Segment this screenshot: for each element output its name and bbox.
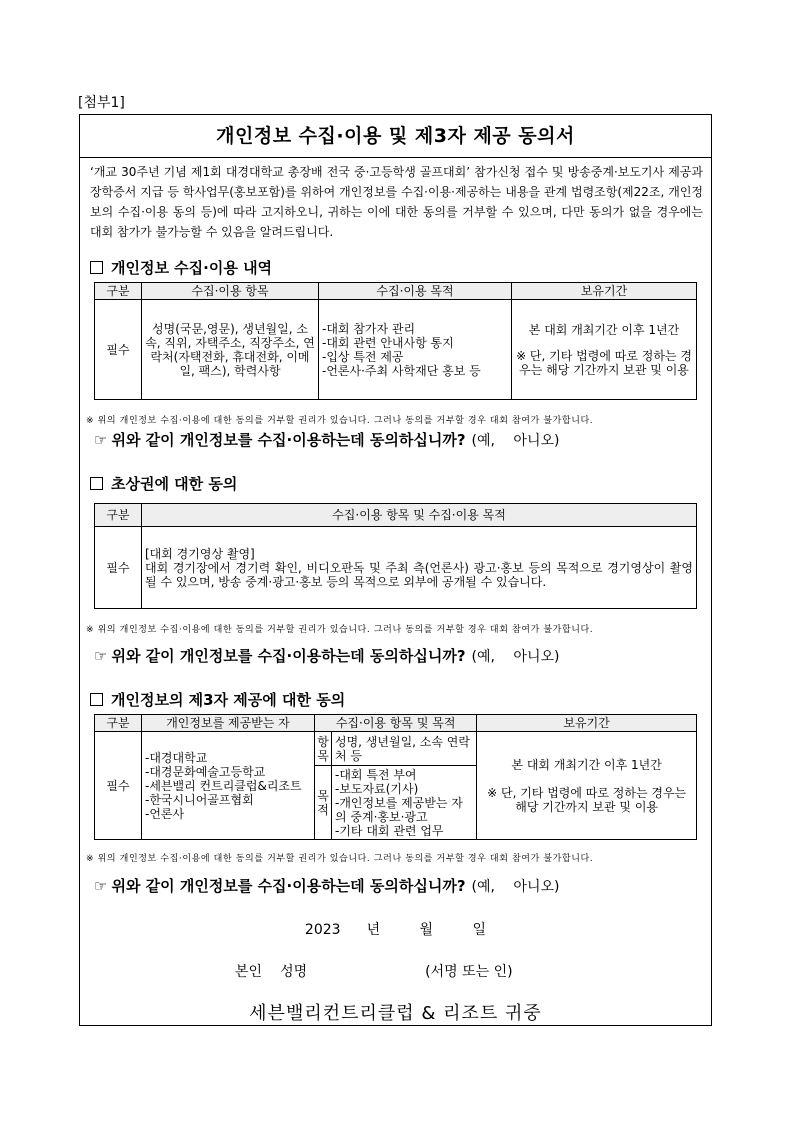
third-party-table: [94, 714, 697, 840]
addressee: 세븐밸리컨트리클럽 & 리조트 귀중: [249, 1003, 542, 1024]
answer-options[interactable]: (예, 아니오): [471, 433, 560, 449]
item-label: 항목: [315, 732, 332, 766]
answer-options[interactable]: (예, 아니오): [471, 879, 560, 895]
page-title: 개인정보 수집·이용 및 제3자 제공 동의서: [80, 115, 711, 158]
consent-question: ☞ 위와 같이 개인정보를 수집·이용하는데 동의하십니까? (예, 아니오): [94, 877, 560, 895]
signature-self-label: 본인: [235, 964, 263, 980]
retention-cell: [477, 732, 697, 840]
purpose-label: 목적: [315, 766, 332, 840]
attachment-label: [첨부1]: [78, 95, 125, 111]
purpose-list: [319, 300, 512, 400]
consent-question: ☞ 위와 같이 개인정보를 수집·이용하는데 동의하십니까? (예, 아니오): [94, 431, 560, 449]
purpose-item: -대회 참가자 관리: [322, 321, 416, 336]
intro-paragraph: ‘개교 30주년 기념 제1회 대경대학교 총장배 전국 중·고등학생 골프대회’ 참가신청 접수 및 방송중계·보도기사 제공과 장학증서 지급 등 학사업무(홍보포함)를 위하여 개인정보를 수집·이용·제공하는 내용을 관계 법령조항(제22조, 개인정보의 수집·이용 동의 등)에 따라 고지하오니, 귀하는 이에 대한 동의를 거부할 수 있으며, 다만 동의가 없을 경우에는 대회 참가가 불가능할 수 있음을 알려드립니다.: [90, 165, 703, 239]
section1-heading: 개인정보 수집·이용 내역: [90, 257, 272, 278]
row-label-required: 필수: [95, 527, 142, 609]
header-items: 수집·이용 항목: [142, 283, 319, 300]
purpose-item: -보도자료(기사): [335, 781, 419, 796]
purpose-item: -개인정보를 제공받는 자의 중계·홍보·광고: [335, 795, 463, 824]
recipient-item: -언론사: [145, 806, 185, 821]
retention-cell: [512, 300, 697, 400]
consent-question: ☞ 위와 같이 개인정보를 수집·이용하는데 동의하십니까? (예, 아니오): [94, 647, 560, 665]
recipient-list: [142, 732, 315, 840]
section3-heading: 개인정보의 제3자 제공에 대한 동의: [90, 689, 345, 710]
date-line: [80, 919, 711, 939]
date-year-unit: 년: [366, 922, 381, 938]
collection-table: [94, 282, 697, 400]
header-retention: 보유기간: [477, 715, 697, 732]
header-category: 구분: [95, 504, 142, 527]
portrait-content-body: 대회 경기장에서 경기력 확인, 비디오판독 및 주최 측(언론사) 광고·홍보 등의 목적으로 경기영상이 촬영될 수 있으며, 방송 중계·광고·홍보 등의 목적으로 외부에 공개될 수 있습니다.: [145, 560, 693, 589]
header-purpose: 수집·이용 목적: [319, 283, 512, 300]
recipient-item: -대경대학교: [145, 750, 208, 765]
retention-note: ※ 단, 기타 법령에 따로 정하는 경우는 해당 기간까지 보관 및 이용: [516, 348, 692, 377]
portrait-rights-table: [94, 503, 697, 609]
signature-name-field[interactable]: 성명: [280, 964, 308, 980]
header-items-purpose: 수집·이용 항목 및 목적: [315, 715, 477, 732]
retention-note: ※ 단, 기타 법령에 따로 정하는 경우는 해당 기간까지 보관 및 이용: [487, 785, 687, 814]
retention-period: 본 대회 개최기간 이후 1년간: [511, 757, 662, 772]
pointing-hand-icon: ☞: [94, 877, 108, 895]
retention-period: 본 대회 개최기간 이후 1년간: [528, 322, 680, 337]
purpose-item: -기타 대회 관련 업무: [335, 823, 444, 838]
purpose-list: [332, 766, 477, 840]
purpose-item: -대회 관련 안내사항 통지: [322, 335, 454, 350]
recipient-item: -대경문화예술고등학교: [145, 764, 266, 779]
refusal-note: ※ 위의 개인정보 수집·이용에 대한 동의를 거부할 권리가 있습니다. 그러나 동의를 거부할 경우 대회 참여가 불가합니다.: [86, 854, 594, 864]
checkbox-square-icon: [90, 693, 103, 706]
signature-line: [235, 961, 531, 981]
purpose-item: -언론사·주최 사학재단 홍보 등: [322, 363, 481, 378]
pointing-hand-icon: ☞: [94, 431, 108, 449]
date-day-unit[interactable]: 일: [472, 922, 487, 938]
recipient-item: -세븐밸리 컨트리클럽&리조트: [145, 778, 302, 793]
item-text: 성명, 생년월일, 소속 연락처 등: [332, 732, 477, 766]
header-recipient: 개인정보를 제공받는 자: [142, 715, 315, 732]
header-category: 구분: [95, 283, 142, 300]
answer-options[interactable]: (예, 아니오): [471, 649, 560, 665]
portrait-content-title: [대회 경기영상 촬영]: [145, 546, 255, 561]
date-month-unit[interactable]: 월: [419, 922, 434, 938]
refusal-note: ※ 위의 개인정보 수집·이용에 대한 동의를 거부할 권리가 있습니다. 그러나 동의를 거부할 경우 대회 참여가 불가합니다.: [86, 416, 594, 426]
checkbox-square-icon: [90, 261, 103, 274]
consent-form: [79, 114, 712, 1026]
header-items-purpose: 수집·이용 항목 및 수집·이용 목적: [142, 504, 697, 527]
signature-mark-field[interactable]: (서명 또는 인): [425, 964, 513, 980]
purpose-item: -대회 특전 부여: [335, 767, 417, 782]
header-retention: 보유기간: [512, 283, 697, 300]
refusal-note: ※ 위의 개인정보 수집·이용에 대한 동의를 거부할 권리가 있습니다. 그러나 동의를 거부할 경우 대회 참여가 불가합니다.: [86, 625, 594, 635]
date-year[interactable]: 2023: [304, 922, 341, 938]
pointing-hand-icon: ☞: [94, 647, 108, 665]
collected-items: 성명(국문,영문), 생년월일, 소속, 직위, 자택주소, 직장주소, 연락처(자택전화, 휴대전화, 이메일, 팩스), 학력사항: [142, 300, 319, 400]
portrait-content: [142, 527, 697, 609]
checkbox-square-icon: [90, 477, 103, 490]
purpose-item: -입상 특전 제공: [322, 349, 404, 364]
row-label-required: 필수: [95, 732, 142, 840]
recipient-item: -한국시니어골프협회: [145, 792, 254, 807]
section2-heading: 초상권에 대한 동의: [90, 473, 237, 494]
row-label-required: 필수: [95, 300, 142, 400]
header-category: 구분: [95, 715, 142, 732]
